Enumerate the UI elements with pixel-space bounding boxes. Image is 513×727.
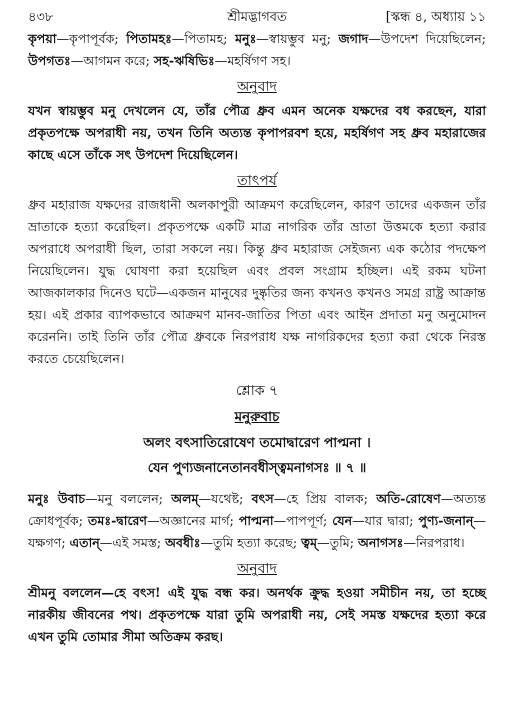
sanskrit-word: ত্বম্ (301, 535, 318, 550)
translation-text-1: যখন স্বায়ম্ভুব মনু দেখলেন যে, তাঁর পৌত্র ধ্রুব এমন অনেক যক্ষদের বধ করছেন, যারা প্রকৃতপক্ষে অপরাধী নয়, তখন তিনি অত্যন্ত কৃপাপরবশ হয়ে, মহর্ষিগণ সহ ধ্রুব মহারাজের কাছে এসে তাঁকে সৎ উপদেশ দিয়েছিলেন। (28, 103, 486, 162)
word-meaning: পিতামহ (184, 31, 224, 46)
sanskrit-word: কৃপয়া (28, 31, 57, 46)
sanskrit-word: এতান্ (69, 535, 100, 550)
word-meaning: হে প্রিয় বালক (286, 491, 364, 506)
word-meaning: তুমি হত্যা করেছ (213, 535, 293, 550)
word-meaning: আগমন করে (83, 53, 146, 68)
sanskrit-word: সহ-ঋষিভিঃ (153, 53, 215, 68)
page-number: ৪৩৮ (28, 10, 54, 25)
sanskrit-word: জগাদ (338, 31, 369, 46)
book-title: শ্রীমদ্ভাগবত (227, 10, 287, 25)
sanskrit-word: মনুঃ (235, 31, 257, 46)
verse-line-2: যেন পুণ্যজনানেতানবধীস্ত্বমনাগসঃ ॥ ৭ ॥ (147, 461, 367, 476)
word-meaning: মহর্ষিগণ সহ। (227, 53, 291, 68)
chapter-reference: [স্কন্ধ ৪, অধ্যায় ১১ (385, 10, 486, 25)
sanskrit-word: পিতামহঃ (126, 31, 172, 46)
sanskrit-word: অতি-রোষেণ (376, 491, 441, 506)
verse-line-1: অলং বৎসাতিরোষেণ তমোদ্বারেণ পাপ্মনা । (143, 435, 371, 451)
page-header (28, 6, 486, 28)
sanskrit-word: মনুঃ উবাচ (28, 491, 86, 506)
verse-speaker: মনুরুবাচ (234, 409, 280, 425)
sanskrit-word: পাপ্মনা (238, 513, 274, 528)
word-meaning: নিরপরাধ। (415, 535, 465, 550)
word-meaning: কৃপাপূর্বক (69, 31, 115, 46)
sanskrit-word: পুণ্য-জনান্ (418, 513, 474, 528)
sanskrit-word: অলম্ (171, 491, 199, 506)
word-meaning: যথেষ্ট (211, 491, 240, 506)
word-meaning: অত্যন্ত ক্রোধপূর্বক (28, 491, 487, 528)
sanskrit-word: অবধীঃ (165, 535, 201, 550)
purport-heading: তাৎপর্য (237, 173, 277, 189)
word-meaning: অজ্ঞানের মার্গ (159, 513, 230, 528)
purport-text: ধ্রুব মহারাজ যক্ষদের রাজধানী অলকাপুরী আক্রমণ করেছিলেন, কারণ তাদের একজন তাঁর ভ্রাতাকে হত্যা করেছিল। প্রকৃতপক্ষে একটি মাত্র নাগরিক তাঁর ভ্রাতা উত্তমকে হত্যা করার অপরাধে অপরাধী ছিল, তারা সকলে নয়। কিন্তু ধ্রুব মহারাজ সেইজন্য এক কঠোর পদক্ষেপ নিয়েছিলেন। যুদ্ধ ঘোষণা করা হয়েছিল এবং প্রবল সংগ্রাম হচ্ছিল। এই রকম ঘটনা আজকালকার দিনেও ঘটে—একজন মানুষের দুষ্কৃতির জন্য কখনও কখনও সমগ্র রাষ্ট্র আক্রান্ত হয়। এই প্রকার ব্যাপকভাবে আক্রমণ মানব-জাতির পিতা এবং আইন প্রদাতা মনু অনুমোদন করেননি। তাই তিনি তাঁর পৌত্র ধ্রুবকে নিরপরাধ যক্ষ নাগরিকদের হত্যা করা থেকে নিরস্ত করতে চেয়েছিলেন। (28, 197, 486, 366)
sanskrit-word: বৎস (251, 491, 274, 506)
word-meaning: যার দ্বারা (364, 513, 410, 528)
word-meaning: উপদেশ দিয়েছিলেন (380, 31, 482, 46)
word-meaning: মনু বললেন (97, 491, 159, 506)
sanskrit-word: তমঃ-দ্বারেণ (87, 513, 148, 528)
page (28, 6, 486, 648)
sanskrit-word: যেন (332, 513, 353, 528)
sanskrit-word: অনাগসঃ (357, 535, 404, 550)
translation-heading-2: অনুবাদ (237, 561, 277, 577)
word-meanings-1: কৃপয়া—কৃপাপূর্বক; পিতামহঃ—পিতামহ; মনুঃ—স্বায়ম্ভুব মনু; জগাদ—উপদেশ দিয়েছিলেন; উপগতঃ—আগমন করে; সহ-ঋষিভিঃ—মহর্ষিগণ সহ। (28, 31, 487, 68)
translation-heading-1: অনুবাদ (237, 79, 277, 95)
word-meaning: যক্ষগণ (28, 535, 62, 550)
translation-text-2: শ্রীমনু বললেন—হে বৎস! এই যুদ্ধ বন্ধ কর। অনর্থক ক্রুদ্ধ হওয়া সমীচীন নয়, তা হচ্ছে নারকীয় জীবনের পথ। প্রকৃতপক্ষে যারা তুমি অপরাধী নয়, সেই সমস্ত যক্ষদের হত্যা করে এখন তুমি তোমার সীমা অতিক্রম করছ। (28, 585, 486, 644)
word-meaning: তুমি (329, 535, 350, 550)
sanskrit-word: উপগতঃ (28, 53, 71, 68)
word-meaning: স্বায়ম্ভুব মনু (268, 31, 327, 46)
verse-number: শ্লোক ৭ (235, 383, 279, 399)
word-meanings-2: মনুঃ উবাচ—মনু বললেন; অলম্—যথেষ্ট; বৎস—হে প্রিয় বালক; অতি-রোষেণ—অত্যন্ত ক্রোধপূর্বক; তমঃ-দ্বারেণ—অজ্ঞানের মার্গ; পাপ্মনা—পাপপূর্ণ; যেন—যার দ্বারা; পুণ্য-জনান্—যক্ষগণ; এতান্—এই সমস্ত; অবধীঃ—তুমি হত্যা করেছ; ত্বম্—তুমি; অনাগসঃ—নিরপরাধ। (28, 491, 487, 550)
word-meaning: পাপপূর্ণ (286, 513, 324, 528)
word-meaning: এই সমস্ত (112, 535, 157, 550)
